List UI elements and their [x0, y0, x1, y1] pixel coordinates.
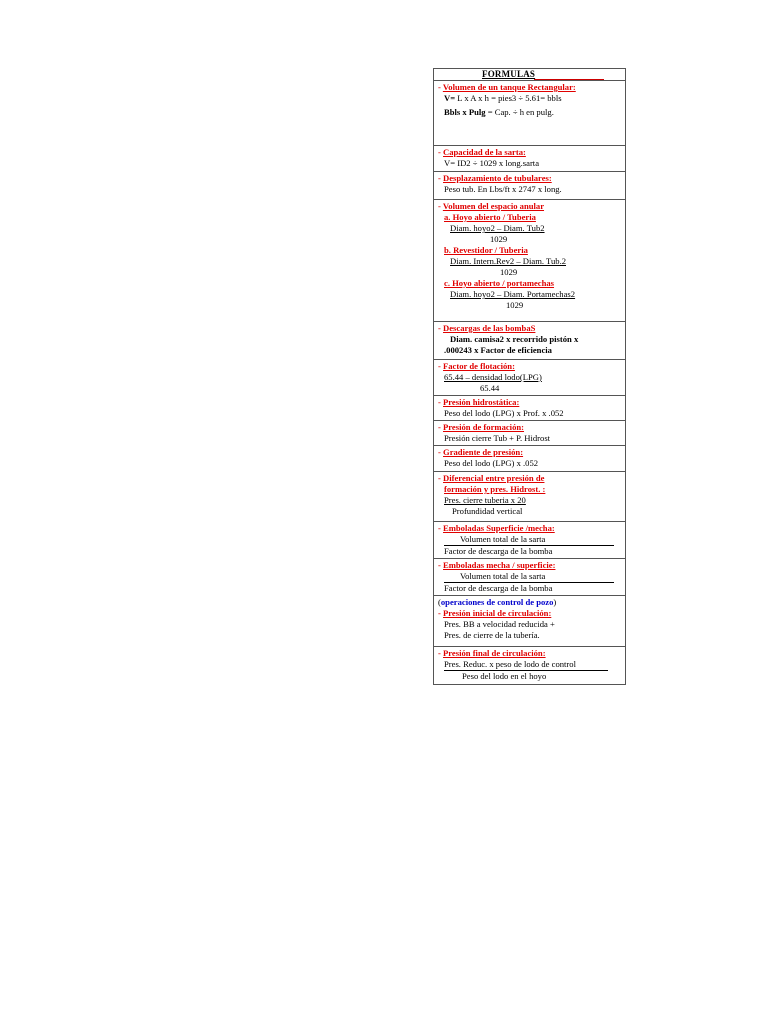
section-pressure-differential: - Diferencial entre presión de formación y pres. Hidrost. : Pres. cierre tuberia x 20 Profundidad vertical	[434, 472, 625, 522]
note-paren: (	[438, 597, 441, 607]
section-pressure-gradient: - Gradiente de presión: Peso del lodo (LPG) x .052	[434, 446, 625, 472]
subsection-heading: c. Hoyo abierto / portamechas	[444, 278, 555, 288]
fraction-numerator: Volumen total de la sarta	[444, 571, 614, 583]
section-annular-volume: - Volumen del espacio anular a. Hoyo abierto / Tuberia Diam. hoyo2 – Diam. Tub2 1029 b. Revestidor / Tuberia Diam. Intern.Rev2 – Diam. Tub.2 1029 c. Hoyo abierto / portamechas Diam. hoyo2 – Diam. Portamechas2 1029	[434, 200, 625, 322]
subsection-heading: a. Hoyo abierto / Tuberia	[444, 212, 536, 222]
table-title: FORMULAS	[482, 69, 536, 79]
fraction-numerator: Volumen total de la sarta	[444, 534, 614, 546]
section-heading: Gradiente de presión:	[443, 447, 524, 457]
section-pump-discharge: - Descargas de las bombaS Diam. camisa2 x recorrido pistón x .000243 x Factor de eficiencia	[434, 322, 625, 360]
fraction-denominator: 1029	[506, 300, 524, 310]
fraction-numerator: Diam. hoyo2 – Diam. Tub2	[450, 223, 545, 233]
section-heading: Descargas de las bombaS	[443, 323, 536, 333]
section-heading: Emboladas mecha / superficie:	[443, 560, 556, 570]
section-heading: Capacidad de la sarta:	[443, 147, 526, 157]
fraction-denominator: Factor de descarga de la bomba	[444, 583, 553, 593]
section-heading: Diferencial entre presión de	[443, 473, 545, 483]
section-heading-cont: formación y pres. Hidrost. :	[444, 484, 546, 494]
section-tank-volume: - Volumen de un tanque Rectangular: V= L x A x h = pies3 ÷ 5.61= bbls Bbls x Pulg = Cap. ÷ h en pulg.	[434, 81, 625, 146]
fraction-numerator: 65.44 – densidad lodo(LPG)	[444, 372, 542, 382]
section-formation-pressure: - Presión de formación: Presión cierre Tub + P. Hidrost	[434, 421, 625, 446]
fraction-numerator: Pres. cierre tuberia x 20	[444, 495, 526, 505]
formula-line: V= ID2 ÷ 1029 x long.sarta	[444, 158, 540, 168]
fraction-denominator: Profundidad vertical	[452, 506, 523, 516]
formula-line: Peso del lodo (LPG) x .052	[444, 458, 539, 468]
fraction-denominator: 1029	[500, 267, 518, 277]
note-paren: )	[553, 597, 557, 607]
section-strokes-bit-surface: - Emboladas mecha / superficie: Volumen total de la sarta Factor de descarga de la bomba	[434, 559, 625, 596]
fraction-numerator: Diam. Intern.Rev2 – Diam. Tub.2	[450, 256, 567, 266]
section-hydrostatic-pressure: - Presión hidrostática: Peso del lodo (LPG) x Prof. x .052	[434, 396, 625, 421]
fraction-denominator: 65.44	[480, 383, 500, 393]
fraction-numerator: Diam. hoyo2 – Diam. Portamechas2	[450, 289, 576, 299]
header-red-underline	[534, 79, 604, 80]
section-heading: Factor de flotación:	[443, 361, 515, 371]
section-strokes-surface-bit: - Emboladas Superficie /mecha: Volumen total de la sarta Factor de descarga de la bomba	[434, 522, 625, 559]
section-tubular-displacement: - Desplazamiento de tubulares: Peso tub. En Lbs/ft x 2747 x long.	[434, 172, 625, 200]
subsection-heading: b. Revestidor / Tuberia	[444, 245, 528, 255]
fraction-denominator: Factor de descarga de la bomba	[444, 546, 553, 556]
section-heading: Presión de formación:	[443, 422, 525, 432]
well-control-note: operaciones de control de pozo	[440, 597, 554, 607]
formula-line: L x A x h = pies3 ÷ 5.61= bbls	[455, 93, 562, 103]
fraction-denominator: Peso del lodo en el hoyo	[462, 671, 547, 681]
formula-line: Presión cierre Tub + P. Hidrost	[444, 433, 551, 443]
section-string-capacity: - Capacidad de la sarta: V= ID2 ÷ 1029 x long.sarta	[434, 146, 625, 172]
formula-symbol: V=	[444, 93, 456, 103]
formula-line: Peso tub. En Lbs/ft x 2747 x long.	[444, 184, 562, 194]
section-heading: Emboladas Superficie /mecha:	[443, 523, 555, 533]
formula-line: Pres. de cierre de la tubería.	[444, 630, 540, 640]
section-initial-circulation-pressure: (operaciones de control de pozo) - Presión inicial de circulación: Pres. BB a velocidad reducida + Pres. de cierre de la tubería.	[434, 596, 625, 647]
section-heading: Volumen del espacio anular	[442, 201, 545, 211]
section-heading: Desplazamiento de tubulares:	[443, 173, 552, 183]
section-heading: Volumen de un tanque Rectangular:	[442, 82, 576, 92]
formula-line: Diam. camisa2 x recorrido pistón x	[450, 334, 579, 344]
formula-line: Pres. BB a velocidad reducida +	[444, 619, 555, 629]
fraction-numerator: Pres. Reduc. x peso de lodo de control	[444, 659, 608, 671]
section-heading: Presión inicial de circulación:	[443, 608, 552, 618]
formula-line: .000243 x Factor de eficiencia	[444, 345, 552, 355]
section-buoyancy-factor: - Factor de flotación: 65.44 – densidad lodo(LPG) 65.44	[434, 360, 625, 396]
formula-line: Peso del lodo (LPG) x Prof. x .052	[444, 408, 564, 418]
section-heading: Presión hidrostática:	[443, 397, 520, 407]
formulas-table	[433, 68, 626, 685]
fraction-denominator: 1029	[490, 234, 508, 244]
section-final-circulation-pressure: - Presión final de circulación: Pres. Reduc. x peso de lodo de control Peso del lodo en el hoyo	[434, 647, 625, 685]
table-header	[434, 69, 625, 81]
formula-line: = Cap. ÷ h en pulg.	[485, 107, 554, 117]
section-heading: Presión final de circulación:	[443, 648, 546, 658]
formula-symbol: Bbls x Pulg	[444, 107, 486, 117]
